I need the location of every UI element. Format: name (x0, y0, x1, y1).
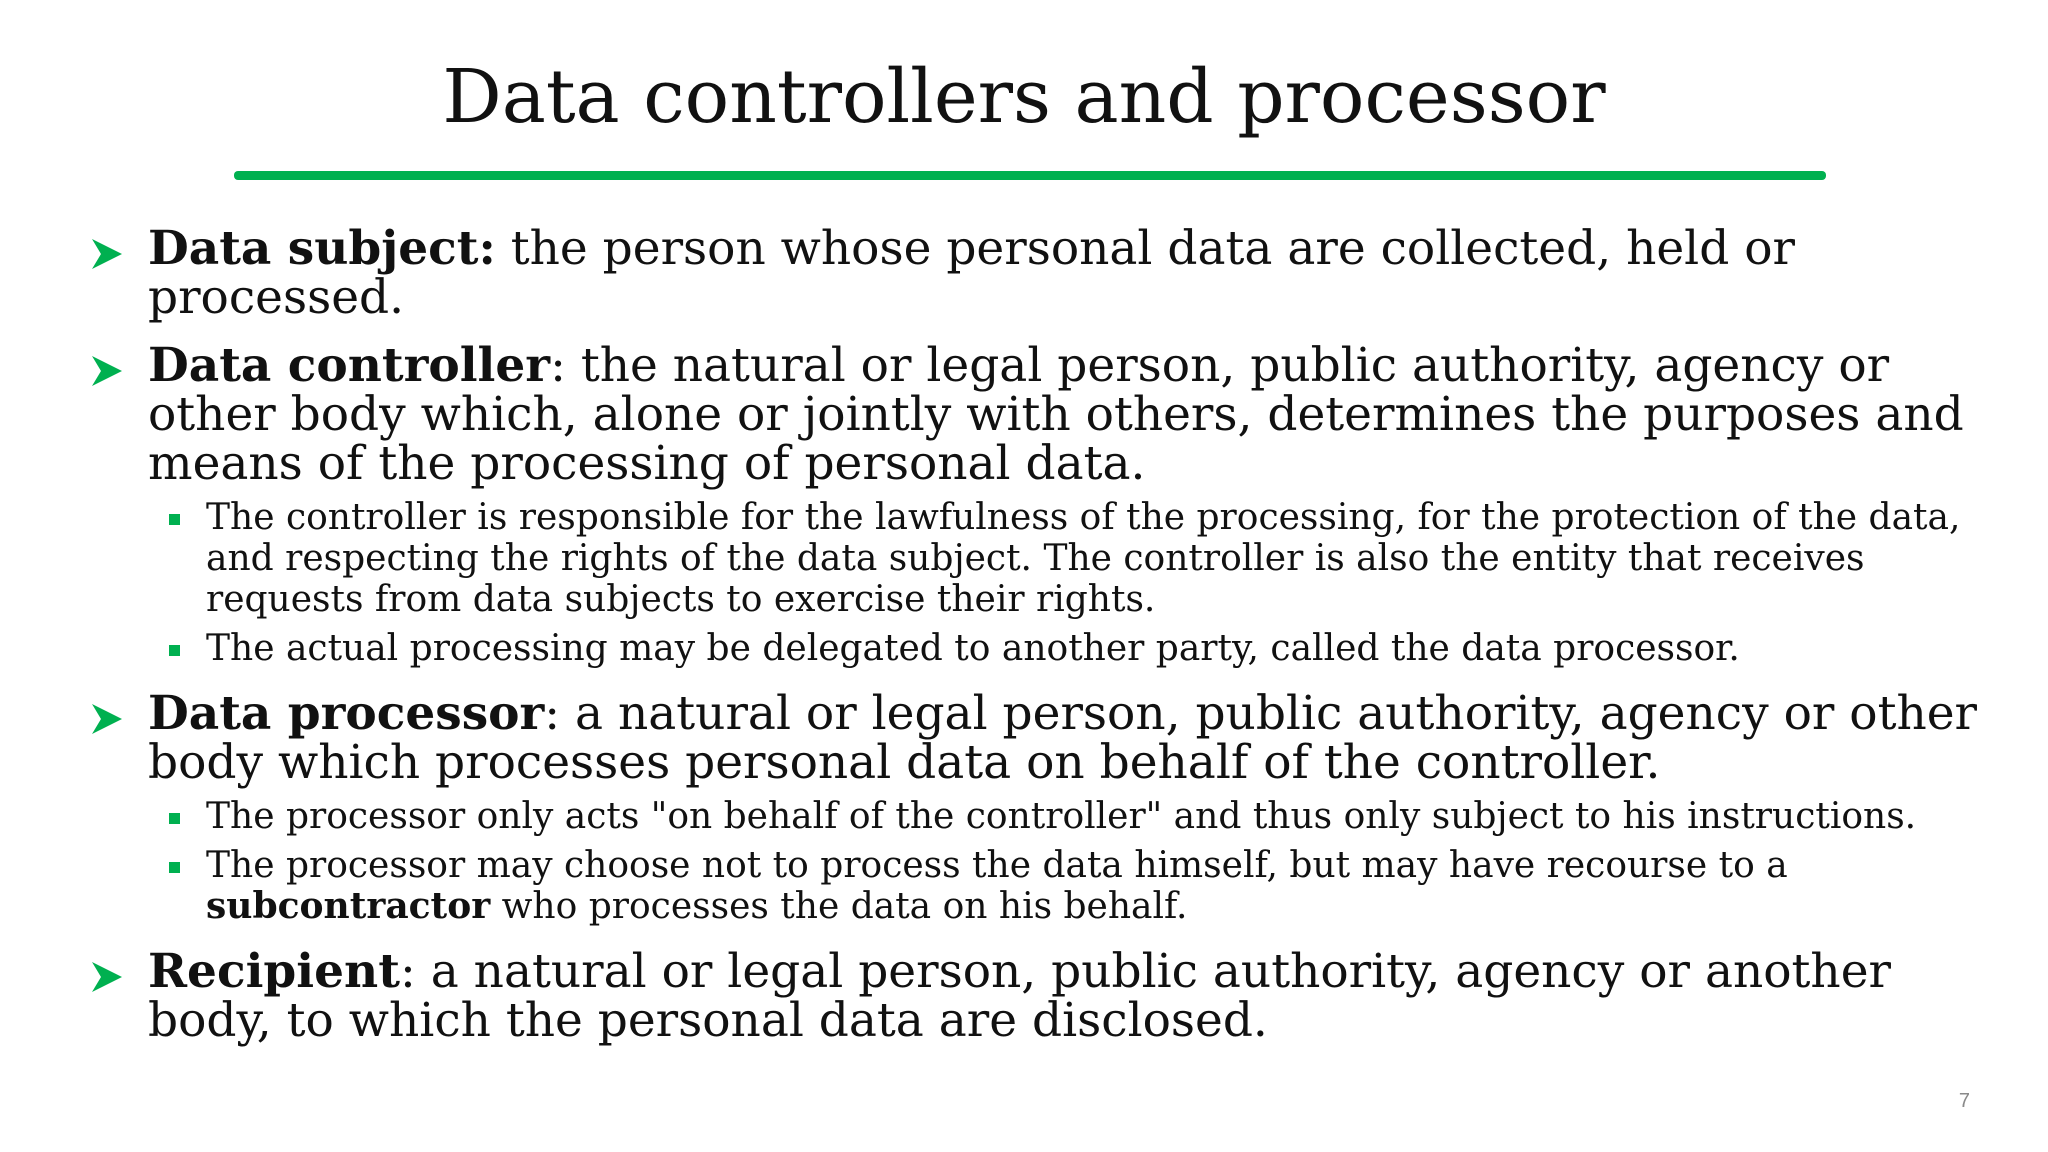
sub-bullet (84, 796, 1984, 837)
sub-bullet-text: The processor may choose not to process the data himself, but may have recourse to a (206, 845, 1788, 886)
bullet-text: : a natural or legal person, public authority, agency or other body which processes personal data on behalf of the controller. (148, 686, 1978, 790)
sub-bullet-text: The controller is responsible for the lawfulness of the processing, for the protection of the data, and respecting the rights of the data subject. The controller is also the entity that receives requests from data subjects to exercise their rights. (206, 497, 1961, 620)
sub-bullet-text: The processor only acts "on behalf of the controller" and thus only subject to his instructions. (206, 796, 1917, 837)
arrow-bullet-icon (90, 237, 124, 271)
square-bullet-icon (169, 813, 180, 824)
sub-bullet (84, 845, 1984, 927)
arrow-bullet-icon (90, 354, 124, 388)
sub-bullet (84, 628, 1984, 669)
sub-bullet (84, 497, 1984, 620)
bullet-text: the person whose personal data are collected, held or processed. (148, 221, 1795, 325)
sub-bullets-controller (84, 497, 1984, 669)
bullet-data-processor (84, 686, 1984, 790)
square-bullet-icon (169, 862, 180, 873)
arrow-bullet-icon (90, 960, 124, 994)
bullet-term: Data subject: (148, 221, 496, 276)
sub-bullets-processor (84, 796, 1984, 927)
title-underline (234, 171, 1826, 180)
slide-title: Data controllers and processor (442, 54, 1606, 140)
bullet-term: Data processor (148, 686, 545, 741)
arrow-bullet-icon (90, 702, 124, 736)
bullet-term: Data controller (148, 338, 551, 393)
slide-body (84, 221, 1984, 1064)
bullet-term: Recipient (148, 944, 400, 999)
bullet-data-controller (84, 338, 1984, 491)
sub-bullet-bold-term: subcontractor (206, 885, 491, 927)
sub-bullet-text-after: who processes the data on his behalf. (490, 886, 1188, 927)
bullet-data-subject (84, 221, 1984, 325)
bullet-text: : the natural or legal person, public authority, agency or other body which, alone or jointly with others, determines the purposes and means of the processing of personal data. (148, 338, 1964, 491)
square-bullet-icon (169, 514, 180, 525)
square-bullet-icon (169, 645, 180, 656)
sub-bullet-text: The actual processing may be delegated to another party, called the data processor. (206, 628, 1740, 669)
page-number: 7 (1958, 1090, 1970, 1112)
bullet-recipient (84, 944, 1984, 1048)
bullet-text: : a natural or legal person, public authority, agency or another body, to which the personal data are disclosed. (148, 944, 1891, 1048)
